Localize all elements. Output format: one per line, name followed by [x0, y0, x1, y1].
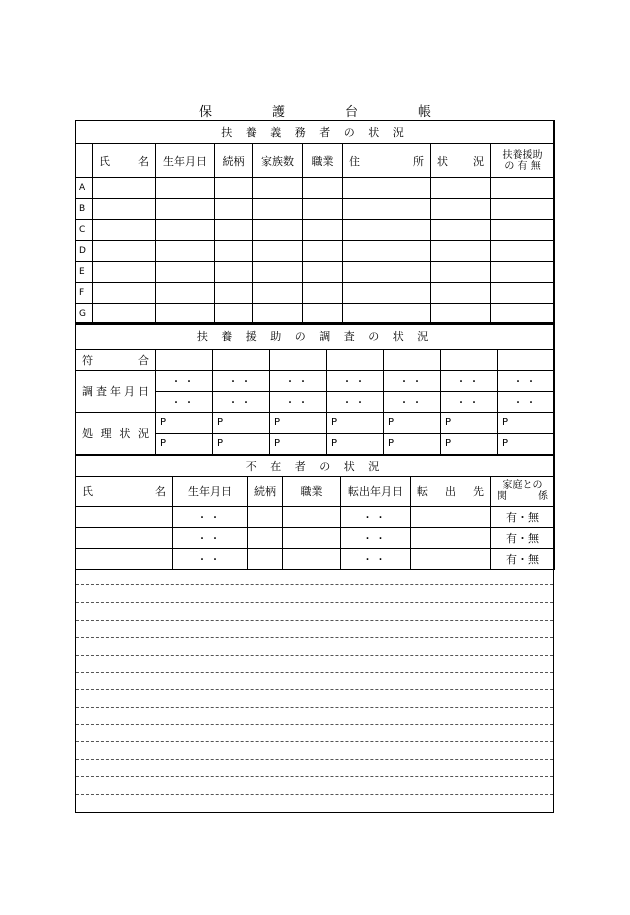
- memo-line: [76, 707, 553, 708]
- memo-line: [76, 584, 553, 585]
- process-mark: P: [327, 412, 384, 433]
- table-row: [76, 241, 555, 262]
- date-mark: ・・: [441, 370, 498, 391]
- memo-line: [76, 620, 553, 621]
- supporters-heading: 扶 養 義 務 者 の 状 況: [76, 121, 555, 144]
- table-row: [76, 506, 555, 527]
- col-family-relation-line2: 関 係: [497, 491, 549, 502]
- col-job: 職業: [283, 476, 341, 506]
- col-family: 家族数: [253, 144, 303, 178]
- table-row: [76, 548, 555, 569]
- col-name: 氏 名: [93, 144, 156, 178]
- date-mark: ・・: [156, 391, 213, 412]
- col-family-relation-line1: 家庭との: [502, 480, 543, 491]
- table-row: [76, 527, 555, 548]
- table-row: [76, 283, 555, 304]
- absentees-heading: 不 在 者 の 状 況: [76, 455, 555, 476]
- col-family-relation: [491, 476, 555, 506]
- process-mark: P: [213, 433, 270, 454]
- row-label: B: [76, 199, 93, 220]
- date-label: 調査年月日: [76, 370, 156, 412]
- col-relation: 続柄: [215, 144, 253, 178]
- col-destination: 転 出 先: [411, 476, 491, 506]
- process-mark: P: [384, 433, 441, 454]
- process-label: 処理状況: [76, 412, 156, 454]
- col-support-line1: 扶養援助: [502, 149, 543, 161]
- col-moved-date: 転出年月日: [341, 476, 411, 506]
- process-mark: P: [156, 412, 213, 433]
- code-label: 符 合: [76, 349, 156, 370]
- date-mark: ・・: [441, 391, 498, 412]
- col-birth: 生年月日: [156, 144, 215, 178]
- table-row: [76, 220, 555, 241]
- title-char: 保: [198, 105, 212, 120]
- date-mark: ・・: [213, 370, 270, 391]
- col-support-line2: の 有 無: [504, 160, 541, 172]
- date-mark: ・・: [173, 506, 248, 527]
- row-label: A: [76, 178, 93, 199]
- memo-line: [76, 672, 553, 673]
- date-mark: ・・: [384, 370, 441, 391]
- investigation-table: [75, 322, 555, 455]
- col-address: 住 所: [343, 144, 431, 178]
- title-char: 帳: [418, 105, 432, 120]
- col-relation: 続柄: [248, 476, 283, 506]
- col-support: [491, 144, 555, 178]
- date-mark: ・・: [173, 548, 248, 569]
- presence-mark: 有・無: [491, 527, 555, 548]
- date-mark: ・・: [384, 391, 441, 412]
- ledger-frame: [75, 120, 554, 813]
- title-char: 台: [345, 105, 359, 120]
- col-birth: 生年月日: [173, 476, 248, 506]
- document-title: [0, 101, 630, 120]
- process-mark: P: [156, 433, 213, 454]
- row-label: G: [76, 304, 93, 325]
- row-label: E: [76, 262, 93, 283]
- process-mark: P: [327, 433, 384, 454]
- process-mark: P: [213, 412, 270, 433]
- date-mark: ・・: [213, 391, 270, 412]
- date-mark: ・・: [327, 391, 384, 412]
- col-job: 職業: [303, 144, 343, 178]
- col-name: 氏 名: [76, 476, 173, 506]
- row-label: C: [76, 220, 93, 241]
- memo-line: [76, 602, 553, 603]
- presence-mark: 有・無: [491, 548, 555, 569]
- memo-line: [76, 655, 553, 656]
- date-mark: ・・: [270, 391, 327, 412]
- process-mark: P: [384, 412, 441, 433]
- memo-line: [76, 724, 553, 725]
- date-mark: ・・: [341, 506, 411, 527]
- absentees-table: [75, 454, 555, 570]
- memo-line: [76, 776, 553, 777]
- memo-line: [76, 689, 553, 690]
- process-mark: P: [270, 433, 327, 454]
- row-label: F: [76, 283, 93, 304]
- table-row: [76, 262, 555, 283]
- process-mark: P: [441, 433, 498, 454]
- date-mark: ・・: [498, 370, 555, 391]
- table-row: [76, 178, 555, 199]
- date-mark: ・・: [327, 370, 384, 391]
- supporters-table: [75, 120, 555, 325]
- investigation-heading: 扶 養 援 助 の 調 査 の 状 況: [76, 323, 555, 349]
- process-mark: P: [498, 412, 555, 433]
- date-mark: ・・: [173, 527, 248, 548]
- memo-line: [76, 741, 553, 742]
- date-mark: ・・: [156, 370, 213, 391]
- date-mark: ・・: [270, 370, 327, 391]
- memo-line: [76, 794, 553, 795]
- process-mark: P: [270, 412, 327, 433]
- date-mark: ・・: [498, 391, 555, 412]
- title-char: 護: [271, 105, 285, 120]
- presence-mark: 有・無: [491, 506, 555, 527]
- process-mark: P: [498, 433, 555, 454]
- memo-line: [76, 637, 553, 638]
- row-label: D: [76, 241, 93, 262]
- col-status: 状 況: [431, 144, 491, 178]
- process-mark: P: [441, 412, 498, 433]
- table-row: [76, 199, 555, 220]
- header-blank: [76, 144, 93, 178]
- memo-line: [76, 759, 553, 760]
- date-mark: ・・: [341, 527, 411, 548]
- date-mark: ・・: [341, 548, 411, 569]
